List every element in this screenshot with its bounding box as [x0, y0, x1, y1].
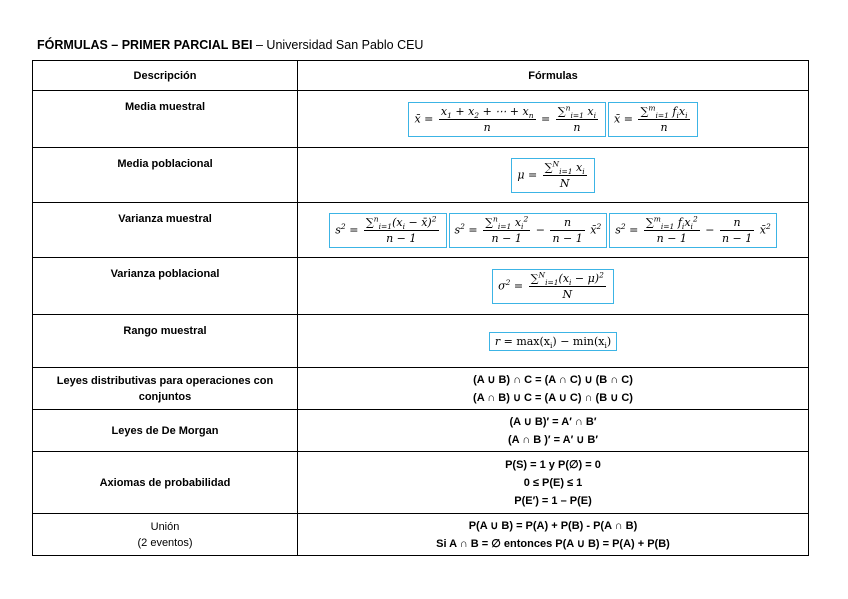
formula-union — [298, 514, 809, 556]
row-label-de-morgan: Leyes de De Morgan — [33, 410, 298, 452]
title-bold: FÓRMULAS – PRIMER PARCIAL BEI — [37, 38, 253, 52]
formula-leyes-distributivas — [298, 368, 809, 410]
formula-line: (A ∪ B)′ = A′ ∩ B′ — [509, 415, 597, 428]
row-label-media-muestral: Media muestral — [33, 91, 298, 148]
header-description: Descripción — [33, 61, 298, 91]
row-label-varianza-muestral: Varianza muestral — [33, 203, 298, 258]
formula-line: P(A ∪ B) = P(A) + P(B) - P(A ∩ B) — [468, 519, 638, 532]
table-header-row — [33, 61, 809, 91]
formula-media-poblacional — [298, 148, 809, 203]
table-row — [33, 452, 809, 514]
header-formulas: Fórmulas — [298, 61, 809, 91]
formula-box: μ = $\frac{\sum^N_{i=1} x_i}{N}$ — [511, 158, 594, 193]
formula-axiomas — [298, 452, 809, 514]
formula-varianza-muestral — [298, 203, 809, 258]
formula-line: (A ∩ B )′ = A′ ∪ B′ — [507, 433, 598, 446]
formula-line: 0 ≤ P(E) ≤ 1 — [523, 476, 583, 489]
table-row — [33, 203, 809, 258]
table-row — [33, 410, 809, 452]
formula-de-morgan — [298, 410, 809, 452]
row-label-varianza-poblacional: Varianza poblacional — [33, 258, 298, 315]
table-row — [33, 368, 809, 410]
formula-line: P(S) = 1 y P(∅) = 0 — [505, 458, 601, 471]
formula-box: x̄ = $\frac{\sum^m_{i=1} f_ix_i}{n}$ — [608, 102, 697, 137]
formula-line: Si A ∩ B = ∅ entonces P(A ∪ B) = P(A) + P(B) — [436, 537, 670, 550]
formula-table — [32, 60, 809, 556]
row-label-media-poblacional: Media poblacional — [33, 148, 298, 203]
formula-varianza-poblacional — [298, 258, 809, 315]
formula-box: $s^2$ = $\frac{\sum^m_{i=1} f_ix_i^2}{n - 1}$ − $\frac{n}{n - 1}$ x̄$^2$ — [609, 213, 777, 248]
formula-line: (A ∩ B) ∪ C = (A ∪ C) ∩ (B ∪ C) — [473, 391, 633, 404]
document-title — [37, 38, 423, 52]
union-label: Unión — [150, 520, 180, 533]
formula-box: $\sigma^2$ = $\frac{\sum^N_{i=1}(x_i - \mu)^2}{N}$ — [492, 269, 614, 304]
formula-media-muestral — [298, 91, 809, 148]
formula-line: (A ∪ B) ∩ C = (A ∩ C) ∪ (B ∩ C) — [473, 373, 633, 386]
formula-box: x̄ = $\frac{x_1 + x_2 + \cdots + x_n}{n}$ = $\frac{\sum^n_{i=1} x_i}{n}$ — [408, 102, 606, 137]
formula-box: $r = \max(x_i) - \min(x_i)$ — [489, 332, 617, 351]
table-row — [33, 514, 809, 556]
row-label-leyes-distributivas: Leyes distributivas para operaciones con conjuntos — [33, 368, 298, 410]
table-row — [33, 91, 809, 148]
table-row — [33, 148, 809, 203]
formula-box: $s^2$ = $\frac{\sum^n_{i=1}(x_i - x̄)^2}{n - 1}$ — [329, 213, 446, 248]
formula-rango-muestral — [298, 315, 809, 368]
row-label-axiomas: Axiomas de probabilidad — [33, 452, 298, 514]
title-rest: – Universidad San Pablo CEU — [252, 38, 424, 52]
table-row — [33, 258, 809, 315]
table-row — [33, 315, 809, 368]
row-label-rango-muestral: Rango muestral — [33, 315, 298, 368]
formula-line: P(E′) = 1 – P(E) — [514, 494, 592, 507]
formula-box: $s^2$ = $\frac{\sum^n_{i=1} x_i^2}{n - 1}$ − $\frac{n}{n - 1}$ x̄$^2$ — [449, 213, 608, 248]
row-label-union — [33, 514, 298, 556]
union-sublabel: (2 eventos) — [137, 536, 193, 549]
